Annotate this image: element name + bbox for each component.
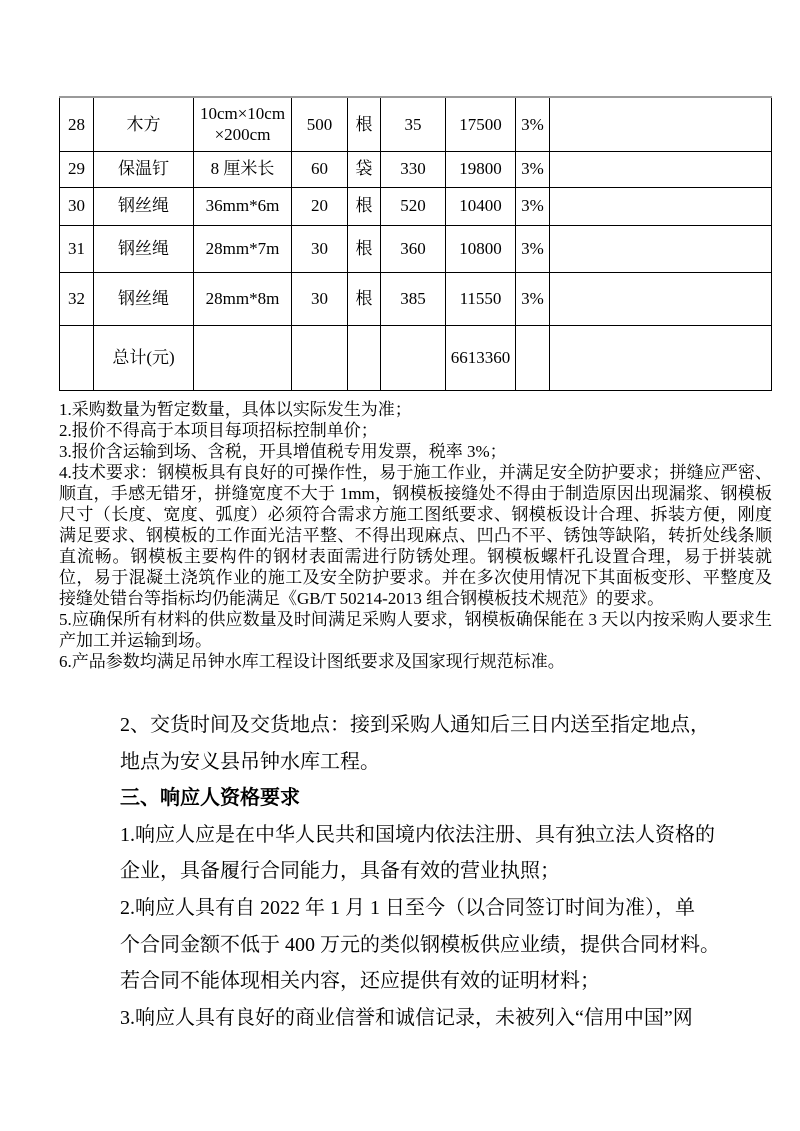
note-1: 1.采购数量为暂定数量，具体以实际发生为准； (59, 400, 412, 419)
cell-spec: 28mm*7m (194, 225, 292, 272)
cell-remark (550, 151, 772, 187)
cell-spec: 36mm*6m (194, 187, 292, 225)
section-heading-qualification: 三、响应人资格要求 (120, 787, 300, 810)
qualification-line-5: 若合同不能体现相关内容，还应提供有效的证明材料； (120, 970, 600, 993)
note-3: 3.报价含运输到场、含税，开具增值税专用发票，税率 3%； (59, 442, 507, 461)
note-4: 4.技术要求：钢模板具有良好的可操作性，易于施工作业，并满足安全防护要求；拼缝应严密、顺直，手感无错牙，拼缝宽度不大于 1mm，钢模板接缝处不得由于制造原因出现漏浆、钢模板尺寸（长度、宽度、弧度）必须符合需求方施工图纸要求、钢模板设计合理、拆装方便，刚度满足要求、钢模板的工作面光洁平整、不得出现麻点、凹凸不平、锈蚀等缺陷，转折处线条顺直流畅。钢模板主要构件的钢材表面需进行防锈处理。钢模板螺杆孔设置合理，易于拼装就位，易于混凝土浇筑作业的施工及安全防护要求。并在多次使用情况下其面板变形、平整度及接缝处错台等指标均仍能满足《GB/T 50214-2013 组合钢模板技术规范》的要求。 (59, 463, 772, 608)
cell-remark (550, 225, 772, 272)
cell-price: 385 (381, 272, 446, 325)
table-row (60, 272, 772, 325)
note-5: 5.应确保所有材料的供应数量及时间满足采购人要求，钢模板确保能在 3 天以内按采购人要求生产加工并运输到场。 (59, 610, 772, 650)
cell-amount: 10800 (446, 225, 516, 272)
cell-no: 32 (60, 272, 94, 325)
cell-unit: 袋 (348, 151, 381, 187)
cell-unit (348, 325, 381, 390)
cell-qty (292, 325, 348, 390)
qualification-line-4: 个合同金额不低于 400 万元的类似钢模板供应业绩，提供合同材料。 (120, 933, 720, 956)
cell-unit: 根 (348, 187, 381, 225)
total-label: 总计(元) (94, 325, 194, 390)
cell-qty: 500 (292, 97, 348, 151)
cell-unit: 根 (348, 272, 381, 325)
cell-remark (550, 97, 772, 151)
table-row (60, 151, 772, 187)
cell-name: 钢丝绳 (94, 187, 194, 225)
cell-no (60, 325, 94, 390)
cell-spec: 8 厘米长 (194, 151, 292, 187)
cell-amount: 17500 (446, 97, 516, 151)
cell-name: 钢丝绳 (94, 272, 194, 325)
procurement-items-table (59, 96, 772, 391)
table-row (60, 187, 772, 225)
table-total-row (60, 325, 772, 390)
cell-price (381, 325, 446, 390)
delivery-line-1: 2、交货时间及交货地点：接到采购人通知后三日内送至指定地点， (120, 714, 710, 736)
cell-name: 木方 (94, 97, 194, 151)
cell-price: 520 (381, 187, 446, 225)
qualification-line-6: 3.响应人具有良好的商业信誉和诚信记录，未被列入“信用中国”网 (120, 1006, 693, 1029)
note-2: 2.报价不得高于本项目每项招标控制单价； (59, 421, 378, 440)
cell-amount: 19800 (446, 151, 516, 187)
cell-tax: 3% (516, 97, 550, 151)
lower-paragraphs (120, 707, 720, 1036)
cell-spec: 10cm×10cm×200cm (194, 97, 292, 151)
cell-spec: 28mm*8m (194, 272, 292, 325)
cell-qty: 60 (292, 151, 348, 187)
cell-spec (194, 325, 292, 390)
cell-tax: 3% (516, 187, 550, 225)
delivery-line-2: 地点为安义县吊钟水库工程。 (120, 750, 380, 773)
qualification-line-1: 1.响应人应是在中华人民共和国境内依法注册、具有独立法人资格的 (120, 823, 715, 846)
cell-tax: 3% (516, 272, 550, 325)
cell-no: 28 (60, 97, 94, 151)
cell-tax: 3% (516, 225, 550, 272)
cell-qty: 30 (292, 225, 348, 272)
cell-price: 330 (381, 151, 446, 187)
total-amount: 6613360 (446, 325, 516, 390)
table-row (60, 97, 772, 151)
cell-no: 29 (60, 151, 94, 187)
table-row (60, 225, 772, 272)
cell-name: 保温钉 (94, 151, 194, 187)
qualification-line-3: 2.响应人具有自 2022 年 1 月 1 日至今（以合同签订时间为准），单 (120, 896, 695, 919)
cell-remark (550, 272, 772, 325)
cell-qty: 30 (292, 272, 348, 325)
cell-unit: 根 (348, 97, 381, 151)
cell-amount: 10400 (446, 187, 516, 225)
cell-no: 30 (60, 187, 94, 225)
cell-remark (550, 187, 772, 225)
cell-no: 31 (60, 225, 94, 272)
cell-name: 钢丝绳 (94, 225, 194, 272)
cell-remark (550, 325, 772, 390)
cell-tax (516, 325, 550, 390)
cell-tax: 3% (516, 151, 550, 187)
table-notes (59, 399, 772, 672)
note-6: 6.产品参数均满足吊钟水库工程设计图纸要求及国家现行规范标准。 (59, 652, 565, 671)
cell-price: 35 (381, 97, 446, 151)
qualification-line-2: 企业，具备履行合同能力，具备有效的营业执照； (120, 860, 560, 883)
cell-amount: 11550 (446, 272, 516, 325)
cell-qty: 20 (292, 187, 348, 225)
cell-unit: 根 (348, 225, 381, 272)
cell-price: 360 (381, 225, 446, 272)
